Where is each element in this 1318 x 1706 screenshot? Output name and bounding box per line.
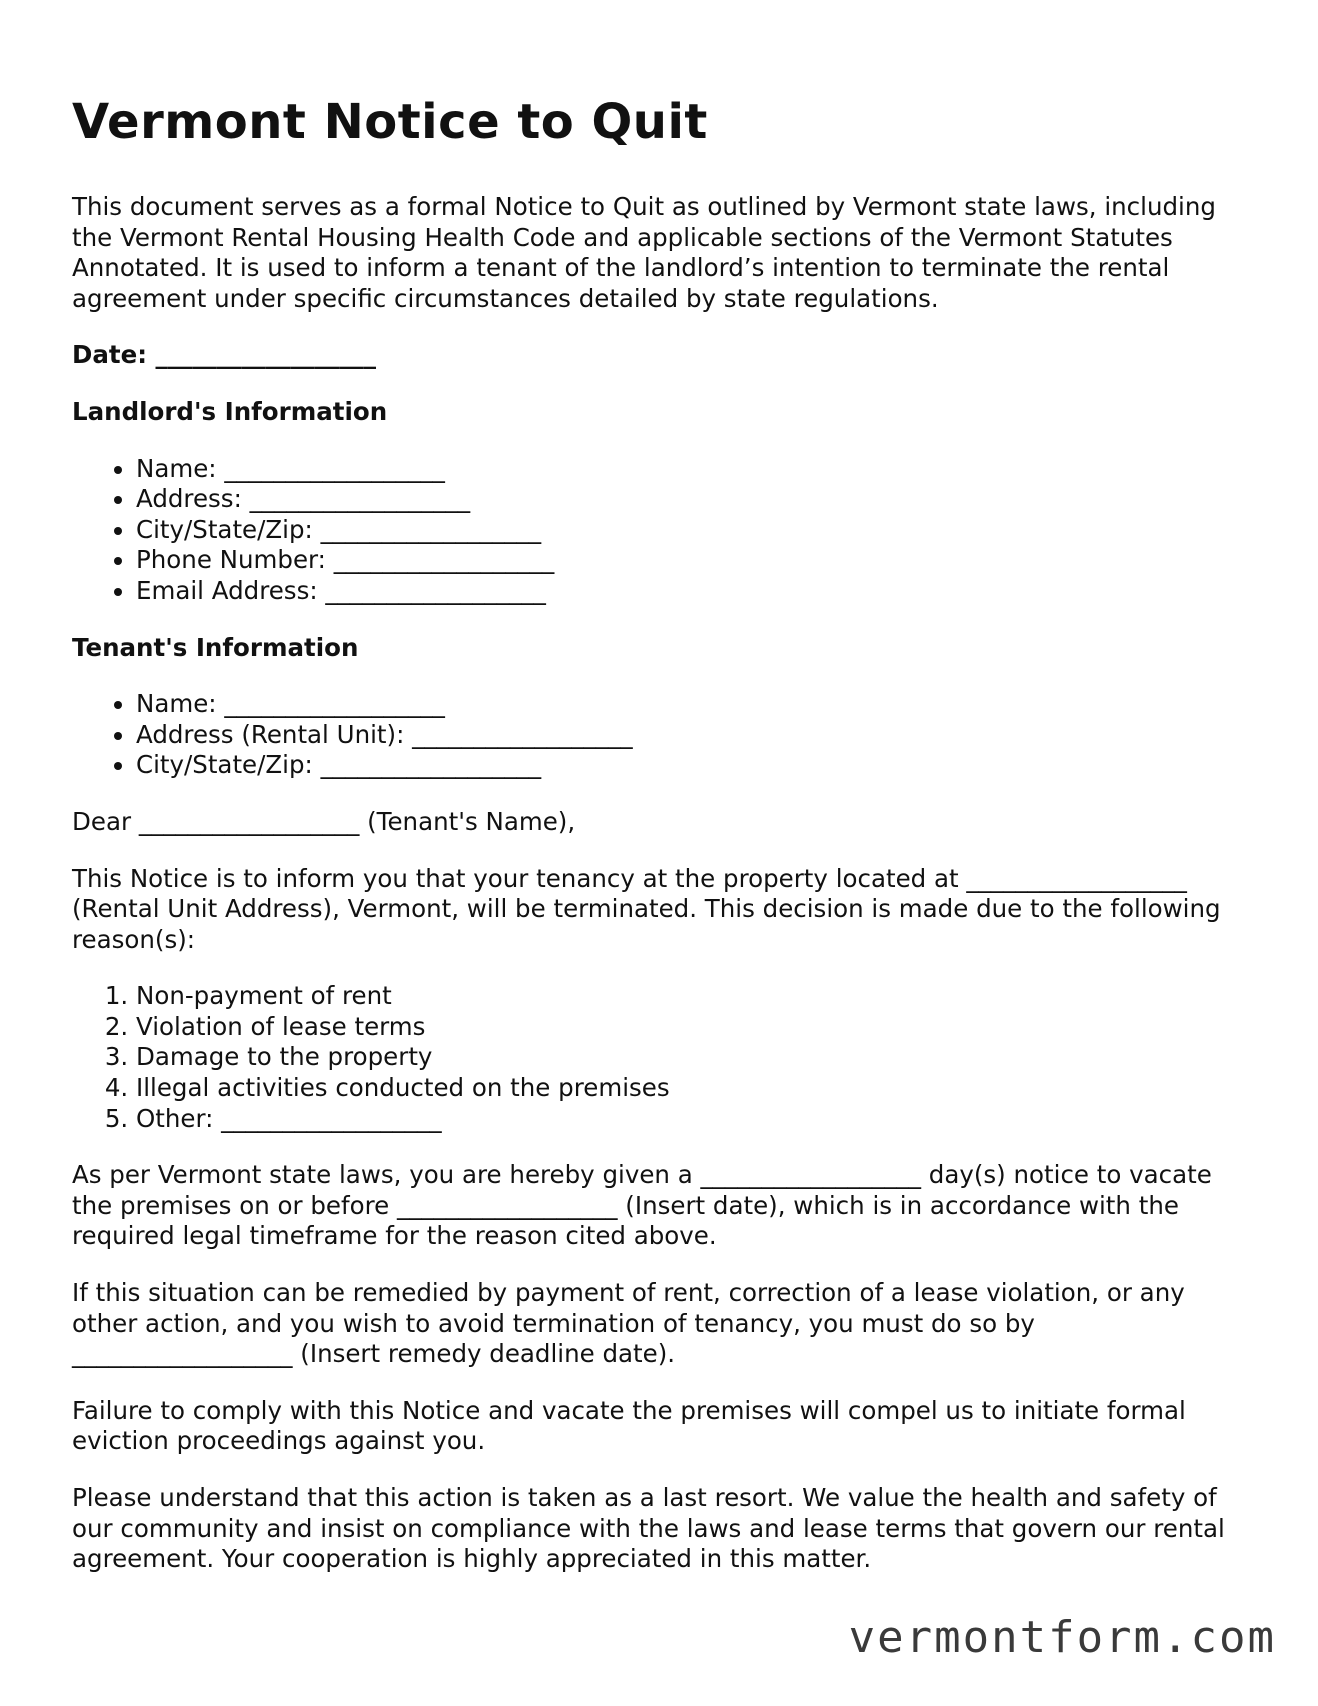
intro-paragraph: This document serves as a formal Notice to Quit as outlined by Vermont state laws, including the Vermont Rental Housing Health Code and applicable sections of the Vermont Statutes Annotated. It is used to inform a tenant of the landlord’s intention to terminate the rental agreement under specific circumstances detailed by state regulations.: [72, 192, 1216, 313]
remedy-paragraph: If this situation can be remedied by payment of rent, correction of a lease violation, or any other action, and you wish to avoid termination of tenancy, you must do so by __________________ (Insert remedy deadline date).: [72, 1278, 1185, 1369]
reason-item: 2. Violation of lease terms: [136, 1012, 1252, 1043]
document-page: [72, 92, 1252, 1601]
landlord-phone-item: • Phone Number: __________________: [136, 545, 1252, 576]
landlord-heading: Landlord's Information: [72, 396, 388, 426]
reason-item: 4. Illegal activities conducted on the premises: [136, 1073, 1252, 1104]
reasons-list: [72, 981, 1252, 1134]
reason-item: 1. Non-payment of rent: [136, 981, 1252, 1012]
reason-item: 5. Other: __________________: [136, 1104, 1252, 1135]
tenant-name-item: • Name: __________________: [136, 689, 1252, 720]
tenant-info-list: [72, 689, 1252, 781]
tenant-heading: Tenant's Information: [72, 632, 359, 662]
date-line: Date: __________________: [72, 340, 377, 370]
salutation: Dear __________________ (Tenant's Name),: [72, 806, 576, 836]
tenant-address-item: • Address (Rental Unit): __________________: [136, 720, 1252, 751]
reason-item: 3. Damage to the property: [136, 1042, 1252, 1073]
vacate-paragraph: As per Vermont state laws, you are hereby given a __________________ day(s) notice to vacate the premises on or before __________________ (Insert date), which is in accordance with the required legal timeframe for the reason cited above.: [72, 1160, 1212, 1251]
landlord-name-item: • Name: __________________: [136, 454, 1252, 485]
landlord-city-item: • City/State/Zip: __________________: [136, 515, 1252, 546]
failure-paragraph: Failure to comply with this Notice and vacate the premises will compel us to initiate formal eviction proceedings against you.: [72, 1395, 1186, 1456]
landlord-email-item: • Email Address: __________________: [136, 576, 1252, 607]
notice-paragraph: This Notice is to inform you that your tenancy at the property located at __________________ (Rental Unit Address), Vermont, will be terminated. This decision is made due to the following reason(s):: [72, 863, 1221, 954]
tenant-city-item: • City/State/Zip: __________________: [136, 750, 1252, 781]
landlord-info-list: [72, 454, 1252, 607]
document-title: Vermont Notice to Quit: [72, 94, 708, 150]
landlord-address-item: • Address: __________________: [136, 484, 1252, 515]
footer-watermark: vermontform.com: [848, 1612, 1276, 1663]
closing-paragraph: Please understand that this action is taken as a last resort. We value the health and safety of our community and insist on compliance with the laws and lease terms that govern our rental agreement. Your cooperation is highly appreciated in this matter.: [72, 1483, 1225, 1574]
